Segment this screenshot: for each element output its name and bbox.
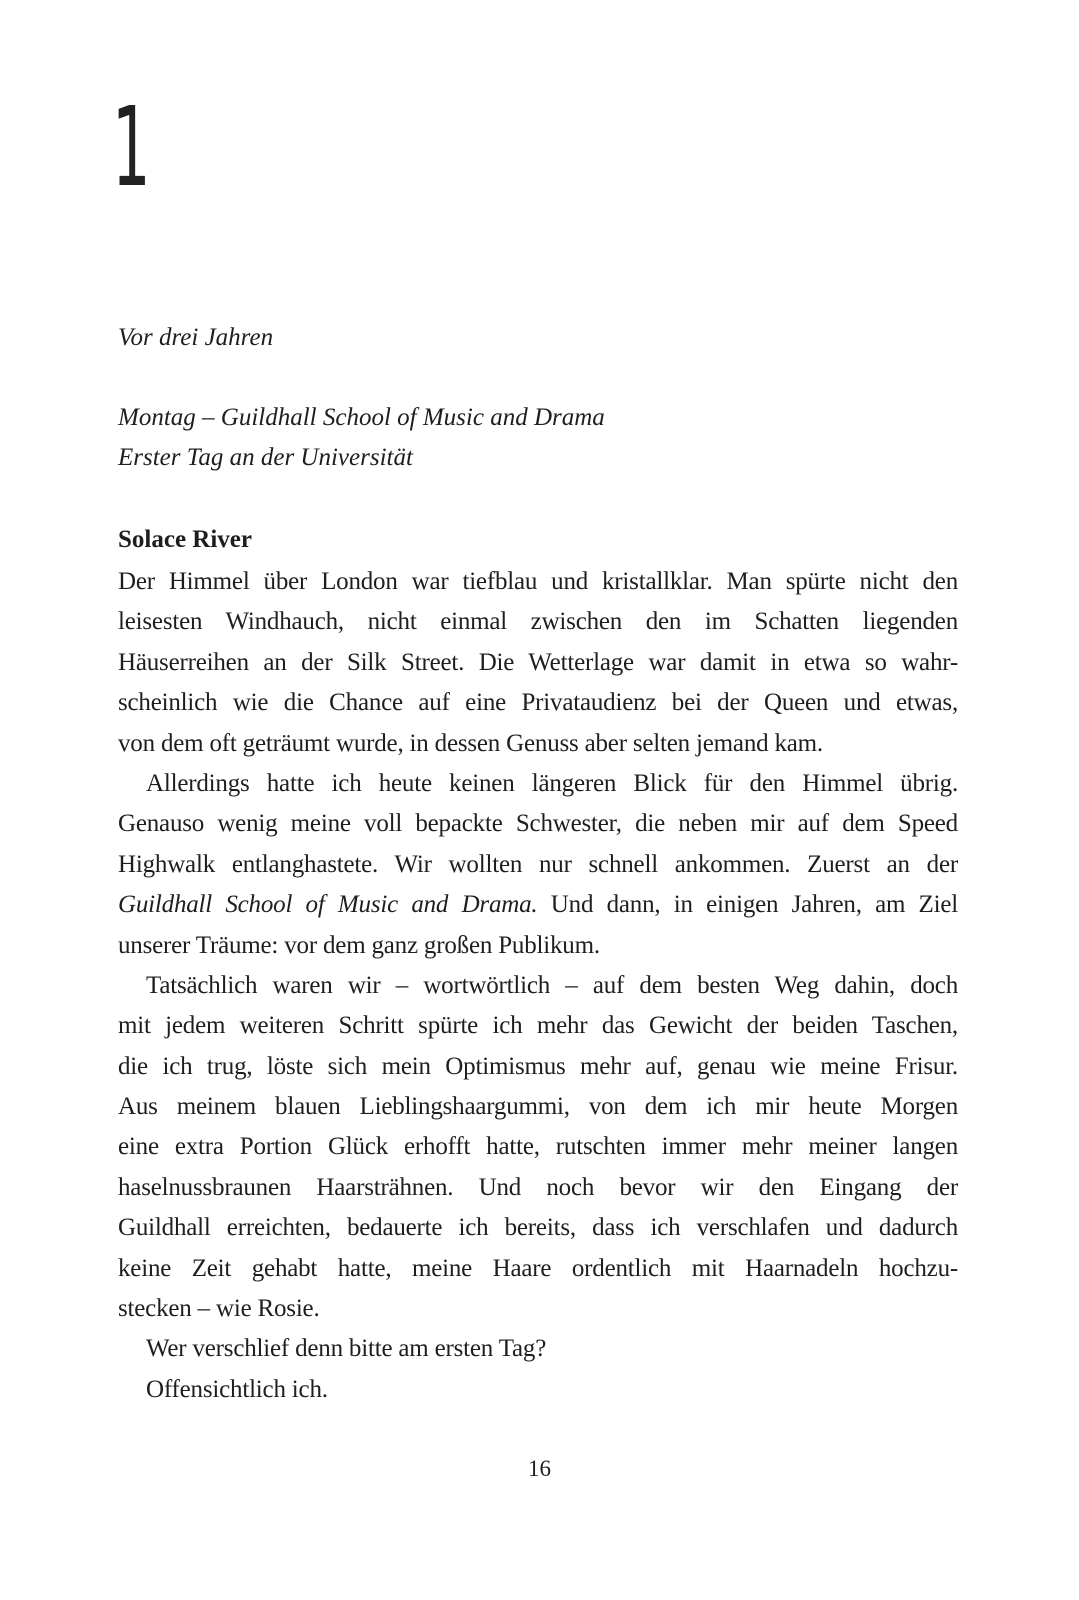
italic-title: Guildhall School of Music and Drama.: [118, 891, 538, 919]
text-line: Highwalk entlanghastete. Wir wollten nur schnell ankommen. Zuerst an der: [118, 850, 958, 878]
time-note: Vor drei Jahren: [118, 324, 274, 351]
chapter-number: 1: [112, 83, 151, 211]
text-line: Tatsächlich waren wir – wortwörtlich – auf dem besten Weg dahin, doch: [146, 971, 958, 999]
location-heading: Montag – Guildhall School of Music and Drama: [118, 404, 605, 431]
text-line: die ich trug, löste sich mein Optimismus mehr auf, genau wie meine Frisur.: [118, 1052, 958, 1080]
text-line: Häuserreihen an der Silk Street. Die Wetterlage war damit in etwa so wahr-: [118, 648, 958, 676]
text-line: Der Himmel über London war tiefblau und kristallklar. Man spürte nicht den: [118, 568, 958, 595]
text-line: mit jedem weiteren Schritt spürte ich mehr das Gewicht der beiden Taschen,: [118, 1012, 958, 1040]
text-line: unserer Träume: vor dem ganz großen Publikum.: [118, 931, 600, 959]
narrator-name: Solace River: [118, 526, 252, 553]
text-line: eine extra Portion Glück erhofft hatte, rutschten immer mehr meiner langen: [118, 1133, 958, 1161]
text-line: stecken – wie Rosie.: [118, 1295, 320, 1323]
text-line: scheinlich wie die Chance auf eine Privataudienz bei der Queen und etwas,: [118, 689, 958, 717]
text-line: haselnussbraunen Haarsträhnen. Und noch bevor wir den Eingang der: [118, 1173, 958, 1201]
body-text: [118, 562, 958, 1410]
text-line: Allerdings hatte ich heute keinen längeren Blick für den Himmel übrig.: [146, 769, 958, 797]
text-segment: Und dann, in einigen Jahren, am Ziel: [550, 891, 958, 919]
text-line: Wer verschlief denn bitte am ersten Tag?: [146, 1335, 547, 1363]
text-line: [118, 885, 958, 925]
text-line: Guildhall erreichten, bedauerte ich bereits, dass ich verschlafen und dadurch: [118, 1214, 958, 1242]
text-line: Aus meinem blauen Lieblingshaargummi, von dem ich mir heute Morgen: [118, 1093, 958, 1121]
text-line: von dem oft geträumt wurde, in dessen Genuss aber selten jemand kam.: [118, 729, 823, 757]
text-line: leisesten Windhauch, nicht einmal zwischen den im Schatten liegenden: [118, 608, 958, 636]
text-line: keine Zeit gehabt hatte, meine Haare ordentlich mit Haarnadeln hochzu-: [118, 1254, 958, 1282]
text-line: Offensichtlich ich.: [146, 1375, 328, 1403]
day-heading: Erster Tag an der Universität: [118, 444, 413, 471]
page-number: 16: [528, 1456, 551, 1481]
text-line: Genauso wenig meine voll bepackte Schwester, die neben mir auf dem Speed: [118, 810, 958, 838]
